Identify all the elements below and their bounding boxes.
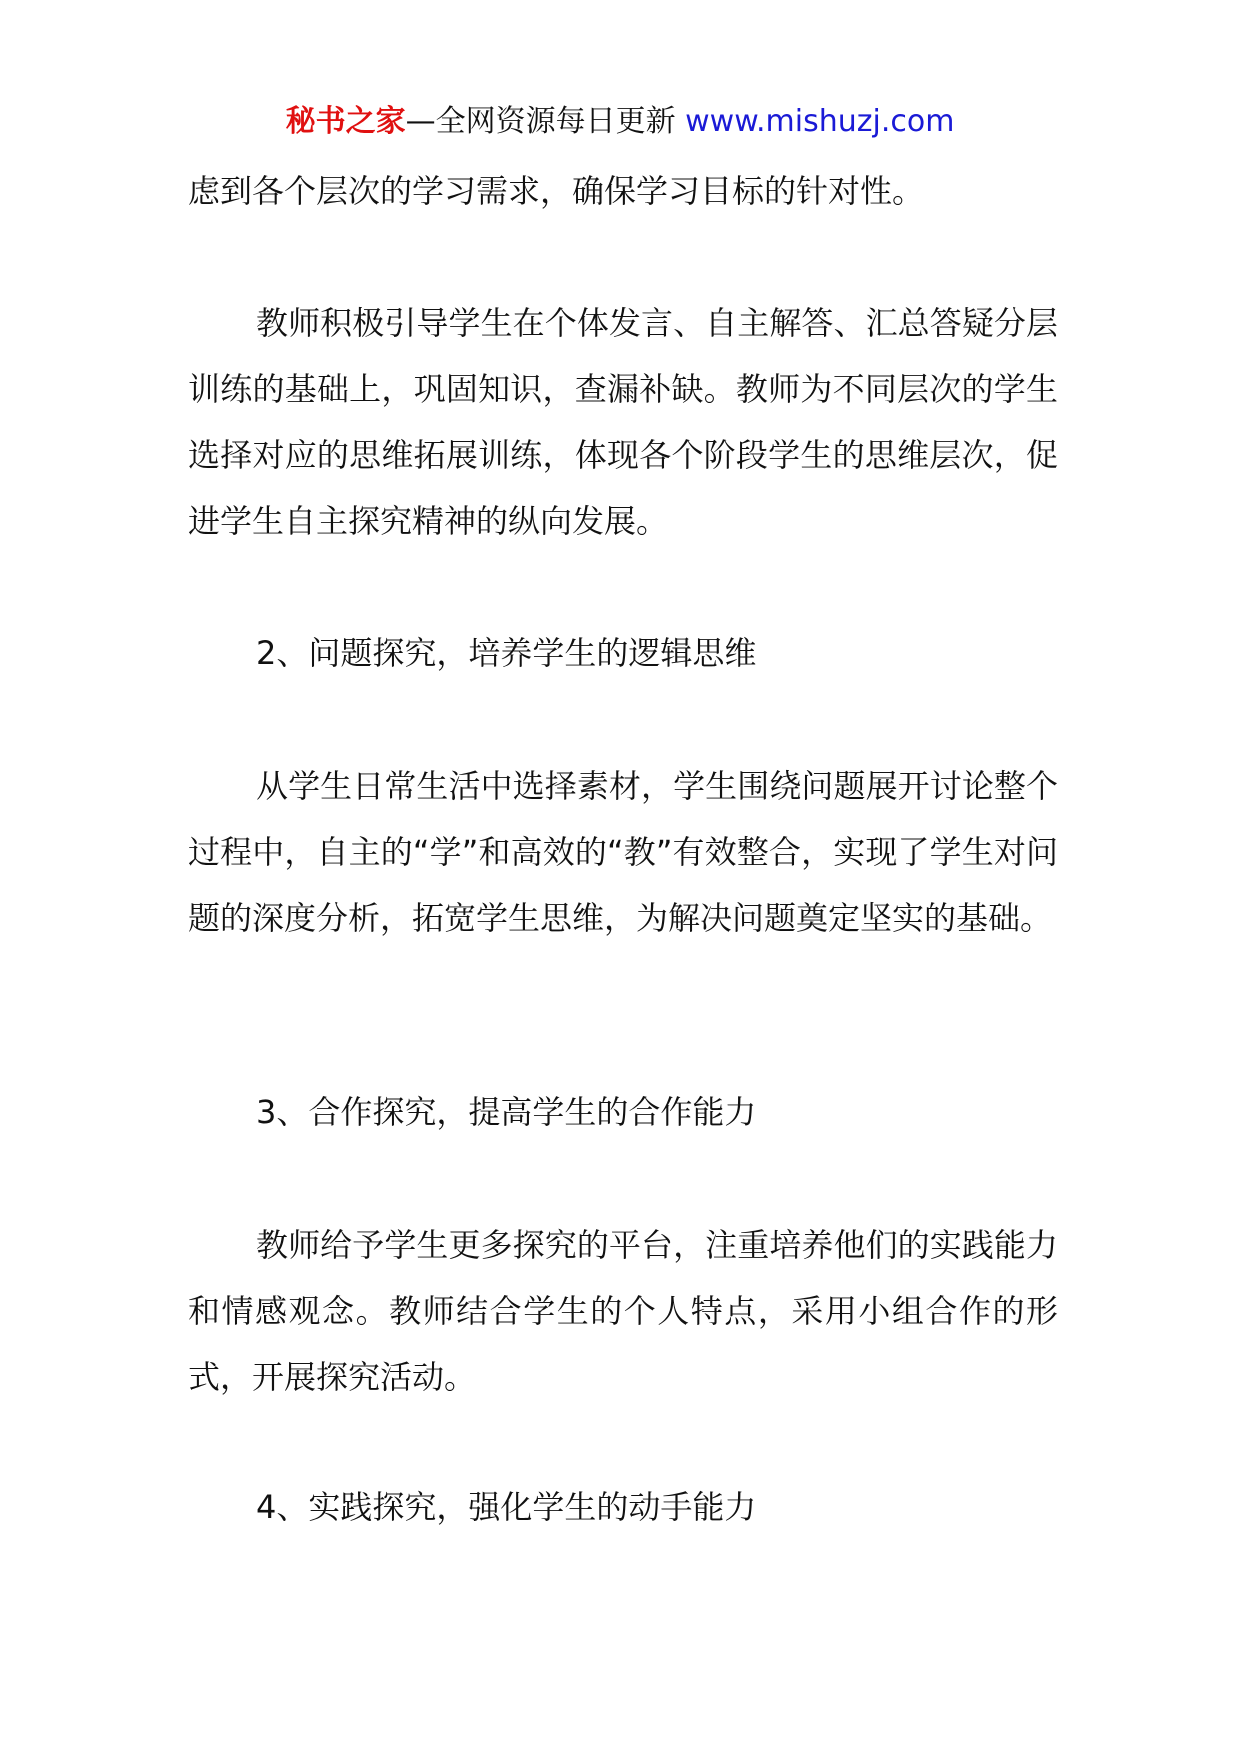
paragraph-continued [188,158,1058,224]
paragraph-cooperative-inquiry [188,1212,1058,1410]
paragraph-text: 教师积极引导学生在个体发言、自主解答、汇总答疑分层训练的基础上，巩固知识，查漏补缺。教师为不同层次的学生选择对应的思维拓展训练，体现各个阶段学生的思维层次，促进学生自主探究精神的纵向发展。 [188,304,1058,540]
page-header [0,100,1240,144]
heading-text: 2、问题探究，培养学生的逻辑思维 [256,634,757,672]
paragraph-text: 虑到各个层次的学习需求，确保学习目标的针对性。 [188,172,925,210]
paragraph-text: 从学生日常生活中选择素材，学生围绕问题展开讨论整个过程中，自主的“学”和高效的“教”有效整合，实现了学生对问题的深度分析，拓宽学生思维，为解决问题奠定坚实的基础。 [188,767,1058,937]
brand-name: 秘书之家 [285,104,406,139]
paragraph-text: 教师给予学生更多探究的平台，注重培养他们的实践能力和情感观念。教师结合学生的个人特点，采用小组合作的形式，开展探究活动。 [188,1226,1058,1396]
paragraph-problem-inquiry [188,753,1058,951]
section-heading-4 [188,1474,1058,1540]
paragraph-layered-training [188,290,1058,554]
section-heading-2 [188,620,1058,686]
site-url-link[interactable]: www.mishuzj.com [685,104,955,139]
section-heading-3 [188,1079,1058,1145]
header-tagline: —全网资源每日更新 [405,104,686,139]
heading-text: 4、实践探究，强化学生的动手能力 [256,1488,757,1526]
heading-text: 3、合作探究，提高学生的合作能力 [256,1093,757,1131]
